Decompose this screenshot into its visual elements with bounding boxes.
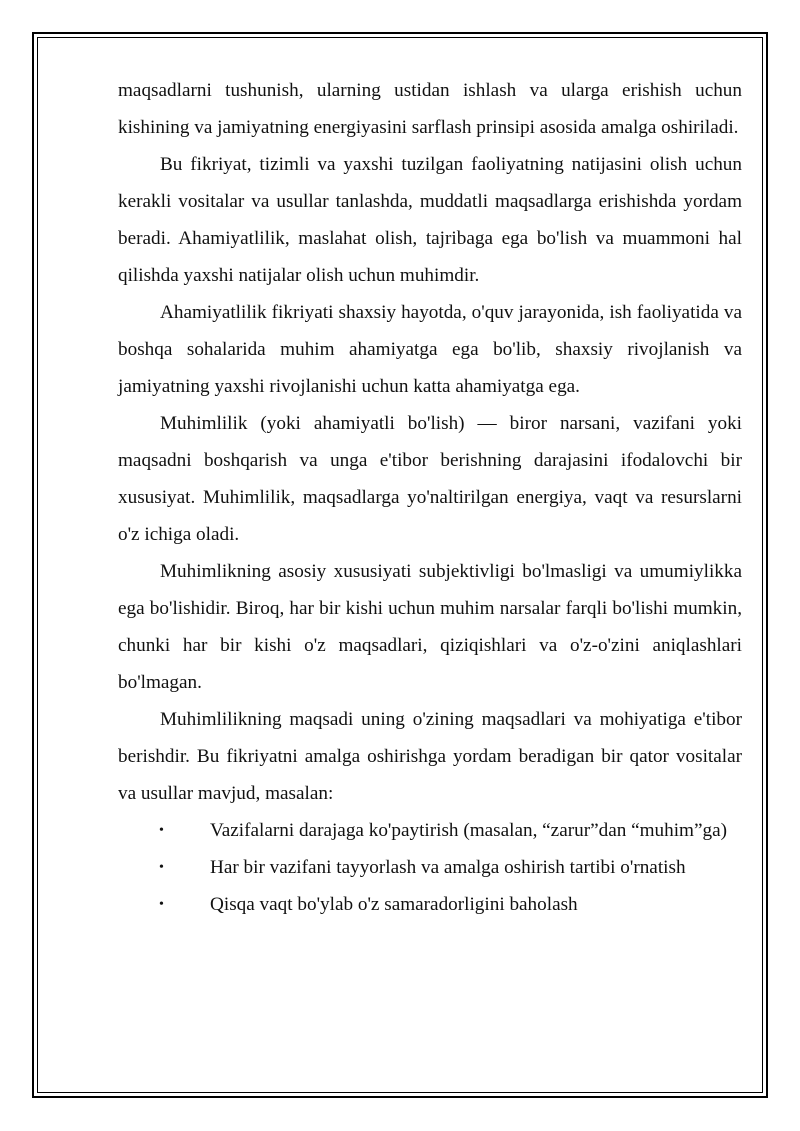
paragraph-1: maqsadlarni tushunish, ularning ustidan ishlash va ularga erishish uchun kishining va jamiyatning energiyasini sarflash prinsipi asosida amalga oshiriladi. xyxy=(118,80,742,138)
list-item-text: Vazifalarni darajaga ko'paytirish (masalan, “zarur”dan “muhim”ga) xyxy=(210,820,728,841)
bullet-list xyxy=(118,812,742,923)
paragraph-4: Muhimlilik (yoki ahamiyatli bo'lish) — biror narsani, vazifani yoki maqsadni boshqarish va unga e'tibor berishning darajasini ifodalovchi bir xususiyat. Muhimlilik, maqsadlarga yo'naltirilgan energiya, vaqt va resurslarni o'z ichiga oladi. xyxy=(118,413,742,545)
paragraph-3: Ahamiyatlilik fikriyati shaxsiy hayotda, o'quv jarayonida, ish faoliyatida va boshqa sohalarida muhim ahamiyatga ega bo'lib, shaxsiy rivojlanish va jamiyatning yaxshi rivojlanishi uchun katta ahamiyatga ega. xyxy=(118,302,742,397)
paragraph-2: Bu fikriyat, tizimli va yaxshi tuzilgan faoliyatning natijasini olish uchun kerakli vositalar va usullar tanlashda, muddatli maqsadlarga erishishda yordam beradi. Ahamiyatlilik, maslahat olish, tajribaga ega bo'lish va muammoni hal qilishda yaxshi natijalar olish uchun muhimdir. xyxy=(118,154,742,286)
document-body xyxy=(118,72,742,923)
paragraph-5: Muhimlikning asosiy xususiyati subjektivligi bo'lmasligi va umumiylikka ega bo'lishidir. Biroq, har bir kishi uchun muhim narsalar farqli bo'lishi mumkin, chunki har bir kishi o'z maqsadlari, qiziqishlari va o'z-o'zini aniqlashlari bo'lmagan. xyxy=(118,561,742,693)
list-item xyxy=(118,812,742,849)
paragraph-6: Muhimlilikning maqsadi uning o'zining maqsadlari va mohiyatiga e'tibor berishdir. Bu fikriyatni amalga oshirishga yordam beradigan bir qator vositalar va usullar mavjud, masalan: xyxy=(118,709,742,804)
bullet-icon: • xyxy=(159,897,164,912)
list-item-text: Har bir vazifani tayyorlash va amalga oshirish tartibi o'rnatish xyxy=(210,857,686,878)
list-item xyxy=(118,886,742,923)
list-item-text: Qisqa vaqt bo'ylab o'z samaradorligini baholash xyxy=(210,894,578,915)
bullet-icon: • xyxy=(159,823,164,838)
bullet-icon: • xyxy=(159,860,164,875)
list-item xyxy=(118,849,742,886)
